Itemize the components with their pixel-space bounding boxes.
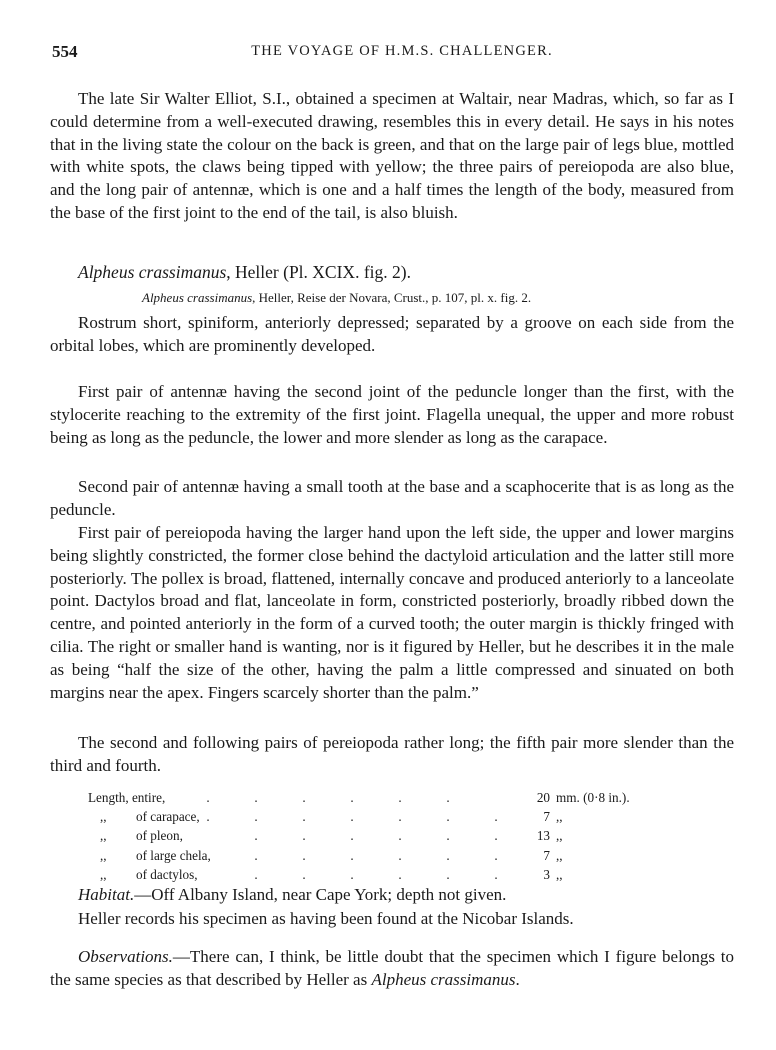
- page-header: [50, 42, 734, 66]
- paragraph-second-antennae: Second pair of antennæ having a small tooth at the base and a scaphocerite that is as long as the peduncle.: [50, 477, 734, 519]
- leader-dots: . . . . . .: [254, 809, 498, 825]
- measurement-row: ,, of carapace, . . . . . . 7 ,,: [88, 807, 648, 826]
- paragraph-first-pereiopoda: First pair of pereiopoda having the larger hand upon the left side, the upper and lower margins being slightly constricted, the former close behind the dactyloid articulation and the latter still more posteriorly. The pollex is broad, flattened, internally concave and produced anteriorly to a lanceolate point. Dactylos broad and flat, lanceolate in form, constricted posteriorly, broadly ribbed down the centre, and pointed anteriorly in the form of a curved tooth; the outer margin is thickly fringed with cilia. The right or smaller hand is wanting, nor is it figured by Heller, but he describes it in the male as being “half the size of the other, having the palm a little compressed and sinuated on both margins near the apex. Fingers scarcely shorter than the palm.”: [50, 523, 734, 702]
- measurement-row: ,, of dactylos, . . . . . . 3 ,,: [88, 865, 648, 884]
- paragraph-other-pereiopoda: The second and following pairs of pereiopoda rather long; the fifth pair more slender than the third and fourth.: [50, 733, 734, 775]
- habitat-note: Heller records his specimen as having been found at the Nicobar Islands.: [78, 909, 574, 928]
- measurement-row: ,, of pleon, . . . . . . 13 ,,: [88, 826, 648, 845]
- leader-dots: . . . . . .: [254, 866, 498, 882]
- running-title: THE VOYAGE OF H.M.S. CHALLENGER.: [251, 43, 553, 59]
- paragraph-observations: Observations.—There can, I think, be little doubt that the specimen which I figure belongs to the same species as that described by Heller as Alpheus crassimanus.: [50, 947, 734, 989]
- habitat-line: Habitat.—Off Albany Island, near Cape York; depth not given.: [78, 885, 507, 904]
- page-number: 554: [52, 42, 78, 61]
- measurements-table: [88, 788, 648, 884]
- leader-dots: . . . . . .: [254, 847, 498, 863]
- synonymy-reference: Alpheus crassimanus, Heller, Reise der Novara, Crust., p. 107, pl. x. fig. 2.: [142, 290, 532, 305]
- leader-dots: . . . . . .: [254, 828, 498, 844]
- leader-dots: . . . . . ..: [206, 790, 450, 825]
- measurement-row: ,, of large chela, . . . . . . 7 ,,: [88, 846, 648, 865]
- paragraph-rostrum: Rostrum short, spiniform, anteriorly depressed; separated by a groove on each side from the orbital lobes, which are prominently developed.: [50, 313, 734, 355]
- paragraph-first-antennae: First pair of antennæ having the second joint of the peduncle longer than the first, with the stylocerite reaching to the extremity of the first joint. Flagella unequal, the upper and more robust being as long as the peduncle, the lower and more slender as long as the carapace.: [50, 382, 734, 447]
- measurement-row: Length, entire, . . . . . .. 20 mm. (0·8 in.).: [88, 788, 648, 807]
- paragraph-elliot-specimen: The late Sir Walter Elliot, S.I., obtained a specimen at Waltair, near Madras, which, so far as I could determine from a well-executed drawing, resembles this in every detail. He says in his notes that in the living state the colour on the back is green, and that on the large pair of legs blue, mottled with white spots, the claws being tipped with yellow; the three pairs of pereiopoda are also blue, and the long pair of antennæ, which is one and a half times the length of the body, measured from the base of the first joint to the end of the tail, is also bluish.: [50, 89, 734, 222]
- species-heading: Alpheus crassimanus, Heller (Pl. XCIX. fig. 2).: [78, 262, 411, 282]
